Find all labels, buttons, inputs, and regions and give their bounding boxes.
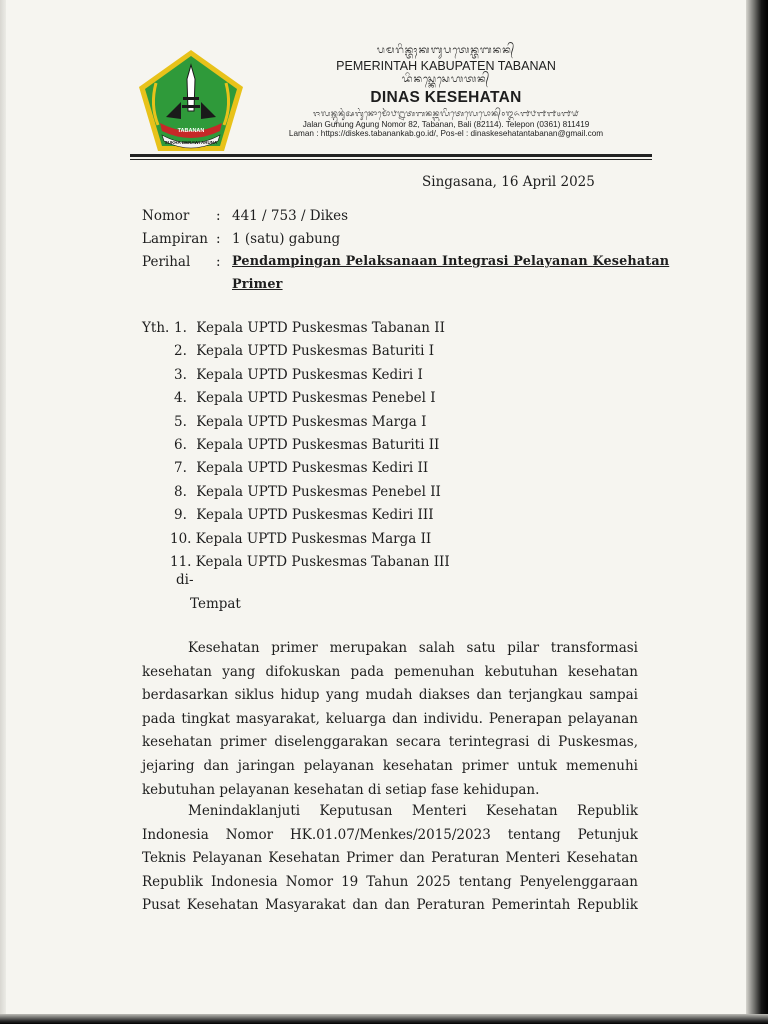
- meta-label-perihal: Perihal: [142, 254, 191, 270]
- recipient-number: 1.: [174, 320, 187, 336]
- logo-text-bottom: SUKHA BERAWI ARUNA: [164, 140, 218, 145]
- recipient-text: Kepala UPTD Puskesmas Kediri I: [196, 366, 423, 383]
- recipient-number: 5.: [174, 413, 187, 430]
- recipient-text: Kepala UPTD Puskesmas Marga II: [195, 530, 432, 547]
- paragraph-2-line: Indonesia Nomor HK.01.07/Menkes/2015/2023 tentang Petunjuk: [142, 826, 638, 843]
- recipient-item: [174, 436, 450, 462]
- recipient-number: 2.: [174, 343, 187, 360]
- paragraph-1-line: kebutuhan pelayanan kesehatan di setiap fase kehidupan.: [142, 781, 540, 798]
- recipient-item: [174, 483, 450, 509]
- recipient-text: Kepala UPTD Puskesmas Penebel I: [196, 390, 436, 407]
- meta-colon: :: [216, 254, 221, 270]
- salutation-yth: Yth.: [142, 320, 170, 336]
- paragraph-1-line: berdasarkan siklus hidup yang mudah diakses dan terjangkau sampai: [142, 687, 638, 704]
- tempat-label: Tempat: [190, 596, 241, 612]
- tabanan-regency-logo: [136, 47, 246, 157]
- recipient-text: Kepala UPTD Puskesmas Penebel II: [196, 483, 441, 500]
- meta-value-lampiran: 1 (satu) gabung: [232, 231, 341, 247]
- recipient-number: 11.: [170, 553, 192, 570]
- letterhead-rule-thin: [130, 159, 652, 160]
- meta-value-nomor: 441 / 753 / Dikes: [232, 208, 349, 224]
- recipient-number: 7.: [174, 460, 187, 477]
- paragraph-2-line: Teknis Pelayanan Kesehatan Primer dan Peraturan Menteri Kesehatan: [142, 850, 638, 867]
- recipient-item: [174, 462, 450, 485]
- recipient-text: Kepala UPTD Puskesmas Kediri II: [196, 460, 429, 477]
- paragraph-1-line: pada tingkat masyarakat, keluarga dan individu. Penerapan pelayanan: [142, 710, 638, 727]
- balinese-script-address: ᬚᬮᬦ᭄ᬕᬸᬦᬸᬂᬅᬕᬸᬂᬦᭀᬫᭀᬃ᭘᭒ᬢᬩᬦᬦ᭄ᬩᬮᬶᬢᬾᬮᬾᬧᭀᬦ᭄᭐᭓᭖᭑᭘᭑᭑᭔᭑᭙: [313, 109, 579, 118]
- balinese-script-mid: ᬤᬶᬦᬲ᭄ᬓᬾᬲᬾᬳᬢᬦ᭄: [401, 74, 491, 85]
- paragraph-1-line: Kesehatan primer merupakan salah satu pilar transformasi: [188, 640, 638, 656]
- recipient-text: Kepala UPTD Puskesmas Marga I: [196, 413, 427, 430]
- recipient-text: Kepala UPTD Puskesmas Baturiti II: [196, 436, 440, 453]
- recipient-number: 9.: [174, 507, 187, 524]
- balinese-script-top: ᬧᬫᬭᬶᬦ᭄ᬢᬄᬓᬩᬸᬧᬢᬾᬦ᭄ᬢᬩᬦᬦ᭄: [376, 45, 516, 56]
- paragraph-2-line: Republik Indonesia Nomor 19 Tahun 2025 tentang Penyelenggaraan: [142, 873, 638, 890]
- letter-page: [6, 0, 746, 1014]
- paragraph-2-line: Pusat Kesehatan Masyarakat dan dan Peraturan Pemerintah Republik: [142, 897, 638, 914]
- recipient-item: [174, 366, 450, 392]
- meta-colon: :: [216, 231, 221, 247]
- letterhead: [256, 44, 636, 138]
- recipient-item: [174, 392, 450, 415]
- di-label: di-: [176, 572, 194, 588]
- meta-colon: :: [216, 208, 221, 224]
- paragraph-1-line: kesehatan yang difokuskan pada pemenuhan kebutuhan kesehatan: [142, 663, 638, 680]
- recipient-number: 10.: [170, 530, 192, 547]
- scan-edge-bottom: [0, 1014, 768, 1024]
- logo-text-top: TABANAN: [177, 128, 205, 134]
- office-web-email: Laman : https://diskes.tabanankab.go.id/, Pos-el : dinaskesehatantabanan@gmail.com: [288, 129, 604, 138]
- recipient-text: Kepala UPTD Puskesmas Baturiti I: [196, 343, 435, 360]
- recipient-item: [170, 530, 450, 556]
- paragraph-2: [142, 800, 638, 918]
- office-address: Jalan Gunung Agung Nomor 82, Tabanan, Bali (82114). Telepon (0361) 811419: [302, 120, 590, 129]
- scan-edge-right: [746, 0, 768, 1024]
- recipient-text: Kepala UPTD Puskesmas Kediri III: [196, 507, 434, 524]
- meta-label-lampiran: Lampiran: [142, 231, 208, 247]
- paragraph-1: [142, 637, 638, 802]
- meta-label-nomor: Nomor: [142, 208, 190, 224]
- meta-value-perihal-line2: Primer: [232, 277, 283, 292]
- recipient-number: 6.: [174, 436, 187, 453]
- recipient-item: [170, 553, 450, 579]
- government-name: PEMERINTAH KABUPATEN TABANAN: [336, 59, 556, 73]
- recipient-item: [174, 322, 450, 345]
- recipient-item: [174, 509, 450, 532]
- recipient-number: 4.: [174, 390, 187, 407]
- recipient-number: 8.: [174, 483, 187, 500]
- recipient-item: [174, 345, 450, 368]
- paragraph-1-line: kesehatan primer diselenggarakan secara terintegrasi di Puskesmas,: [142, 734, 638, 751]
- recipient-number: 3.: [174, 366, 187, 383]
- place-date: Singasana, 16 April 2025: [422, 174, 595, 190]
- paragraph-2-line: Menindaklanjuti Keputusan Menteri Kesehatan Republik: [188, 803, 638, 819]
- letterhead-rule-thick: [130, 154, 652, 157]
- recipient-item: [174, 413, 450, 439]
- recipient-text: Kepala UPTD Puskesmas Tabanan II: [196, 320, 445, 336]
- paragraph-1-line: jejaring dan jaringan pelayanan kesehatan primer untuk memenuhi: [142, 757, 638, 774]
- meta-value-perihal: Pendampingan Pelaksanaan Integrasi Pelayanan Kesehatan: [232, 254, 670, 269]
- department-name: DINAS KESEHATAN: [370, 89, 522, 106]
- recipient-list: [170, 320, 450, 579]
- recipient-text: Kepala UPTD Puskesmas Tabanan III: [195, 553, 450, 570]
